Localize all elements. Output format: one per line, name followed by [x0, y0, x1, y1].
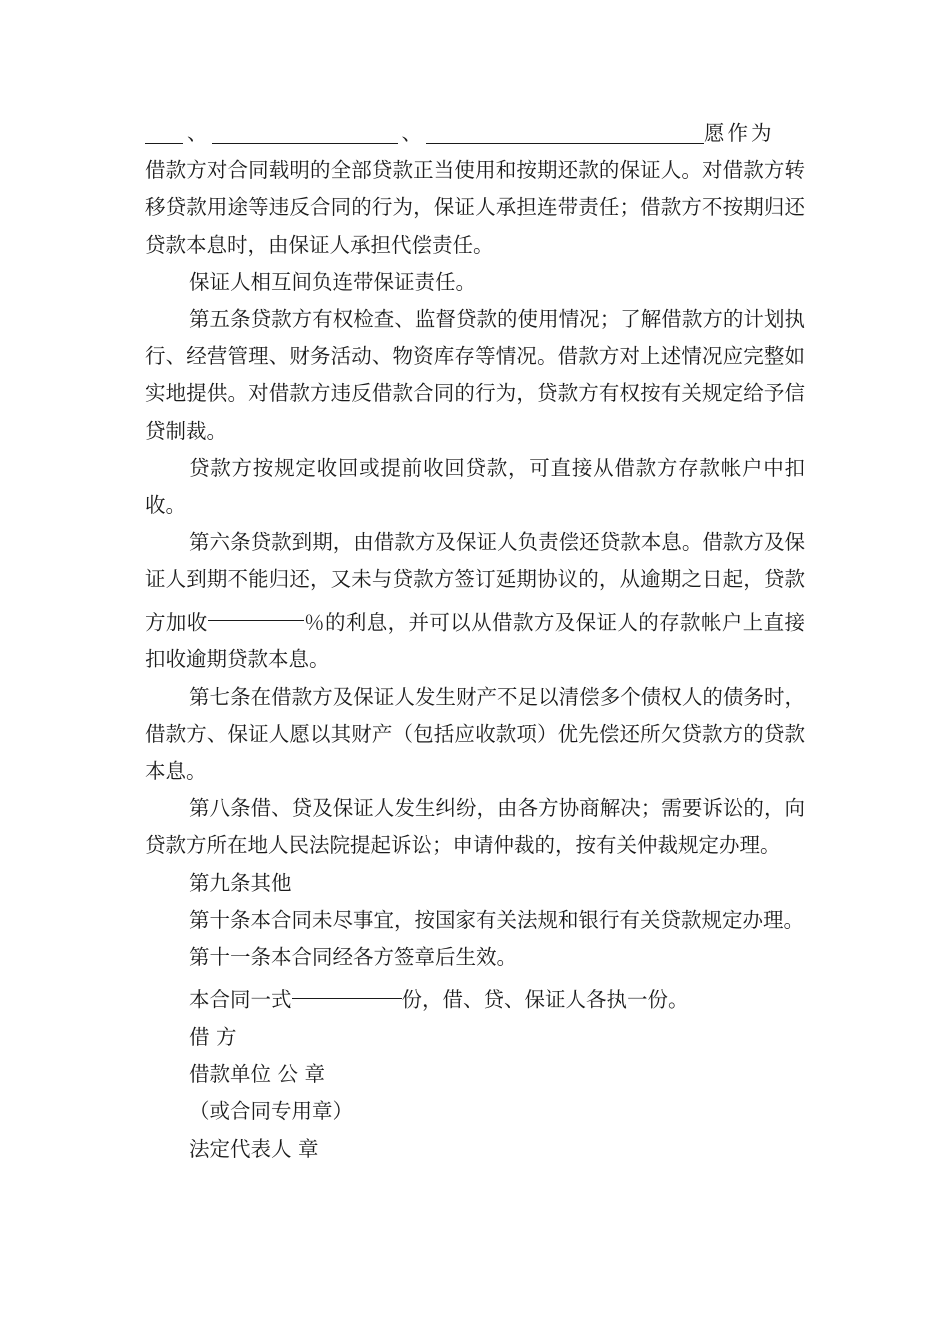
contract-seal-note: （或合同专用章） [189, 1099, 353, 1124]
article-9: 第九条其他 [189, 870, 292, 895]
article-5-paragraph-2: 贷款方按规定收回或提前收回贷款，可直接从借款方存款帐户中扣收。 [145, 455, 805, 518]
blank-guarantor-2[interactable] [212, 122, 398, 145]
borrower-label: 借 方 [189, 1024, 237, 1049]
borrower-unit-seal: 借款单位 公 章 [189, 1062, 326, 1087]
blank-guarantor-1[interactable] [145, 122, 183, 145]
blank-guarantor-3[interactable] [426, 122, 704, 145]
contract-body [145, 115, 805, 1168]
article-6-text-start: 第六条贷款到期，由借款方及保证人负责偿还贷款本息。借款方及保证人到期不能归还，又未与贷款方签订延期协议的，从逾期之日起，贷款方加收 [145, 530, 805, 635]
blank-copies-count[interactable] [292, 976, 402, 999]
legal-representative-seal: 法定代表人 章 [189, 1136, 319, 1161]
joint-guarantee-clause: 保证人相互间负连带保证责任。 [189, 269, 476, 294]
article-5-paragraph-1: 第五条贷款方有权检查、监督贷款的使用情况；了解借款方的计划执行、经营管理、财务活动、物资库存等情况。借款方对上述情况应完整如实地提供。对借款方违反借款合同的行为，贷款方有权按有关规定给予信贷制裁。 [145, 307, 805, 443]
copies-text-end: 份，借、贷、保证人各执一份。 [401, 987, 689, 1012]
article-8: 第八条借、贷及保证人发生纠纷，由各方协商解决；需要诉讼的，向贷款方所在地人民法院提起诉讼；申请仲裁的，按有关仲裁规定办理。 [145, 796, 805, 858]
guarantor-line-tail: 愿作为 [704, 120, 775, 145]
article-7: 第七条在借款方及保证人发生财产不足以清偿多个债权人的债务时，借款方、保证人愿以其财产（包括应收款项）优先偿还所欠贷款方的贷款本息。 [145, 684, 805, 783]
guarantor-clause: 借款方对合同载明的全部贷款正当使用和按期还款的保证人。对借款方转移贷款用途等违反合同的行为，保证人承担连带责任；借款方不按期归还贷款本息时，由保证人承担代偿责任。 [145, 158, 805, 257]
article-6 [145, 524, 805, 678]
article-11: 第十一条本合同经各方签章后生效。 [189, 944, 517, 969]
article-6-text-end: ％的利息，并可以从借款方及保证人的存款帐户上直接扣收逾期贷款本息。 [145, 610, 806, 672]
separator: 、 [401, 120, 422, 145]
copies-text-start: 本合同一式 [189, 987, 292, 1012]
article-10: 第十条本合同未尽事宜，按国家有关法规和银行有关贷款规定办理。 [189, 907, 804, 932]
guarantor-line [145, 115, 805, 152]
blank-interest-rate[interactable] [208, 599, 304, 622]
copies-clause [145, 976, 805, 1019]
separator: 、 [187, 120, 208, 145]
